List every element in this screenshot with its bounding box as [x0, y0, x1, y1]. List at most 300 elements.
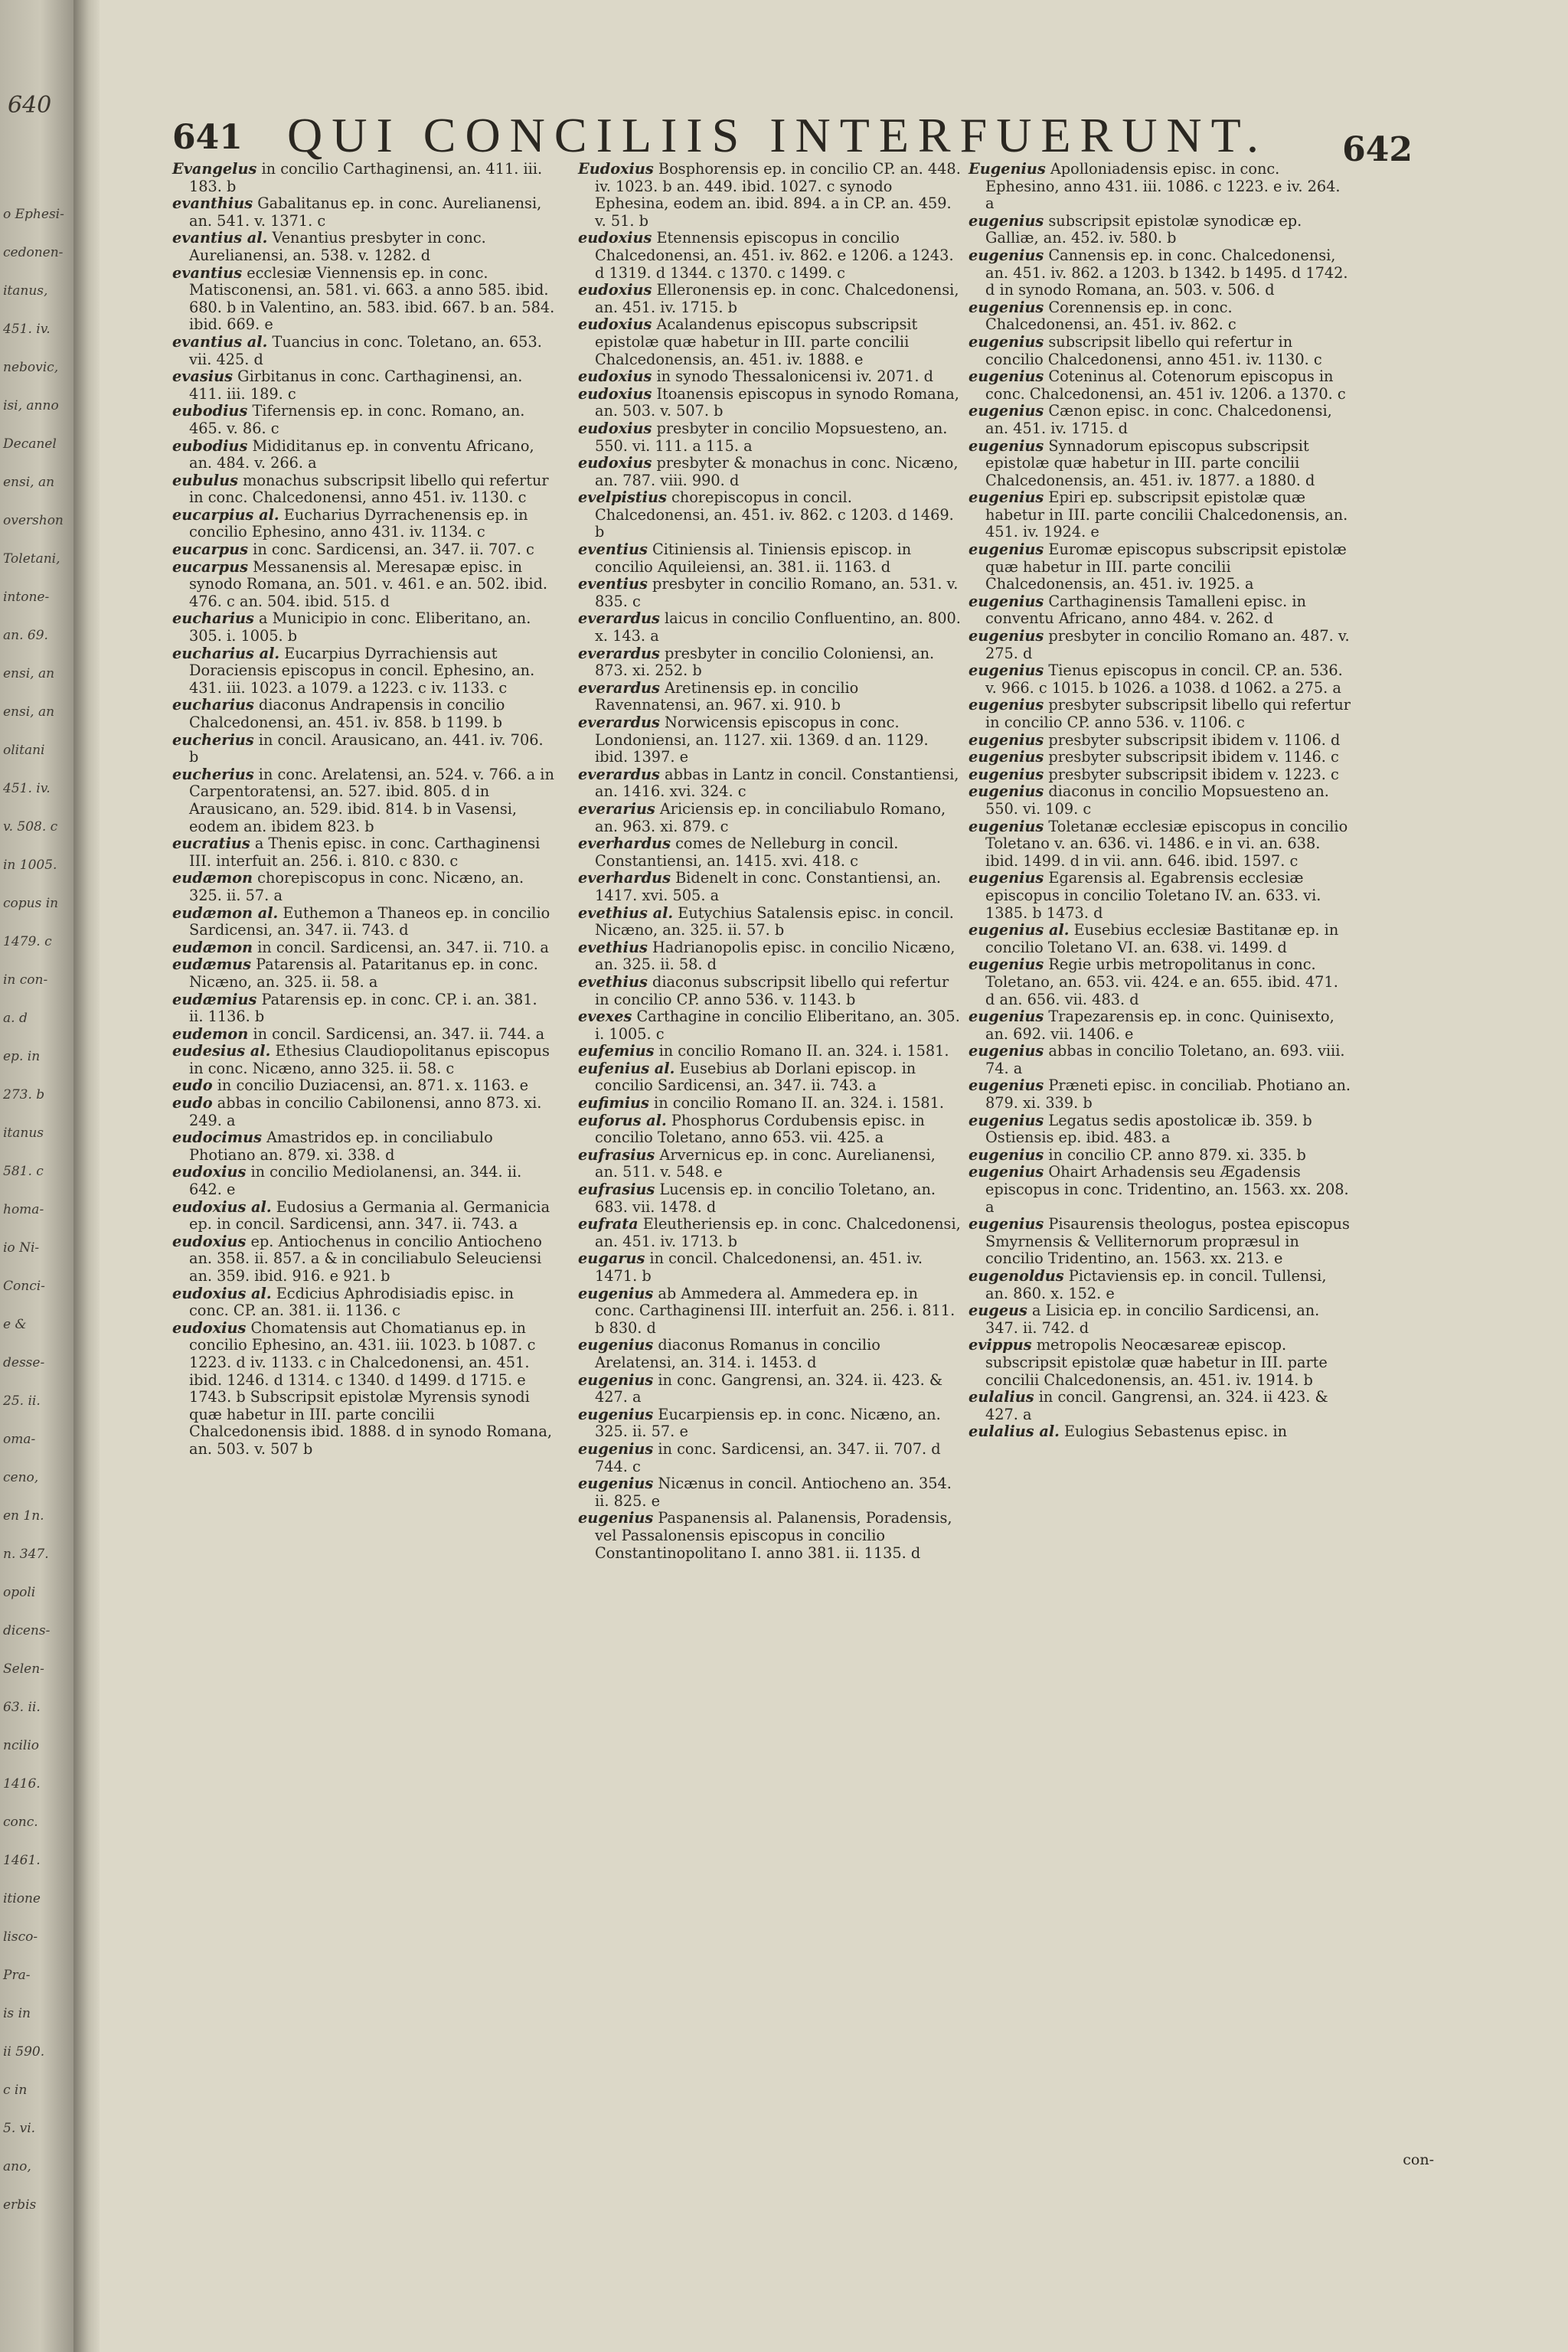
- entry-headword: eugenius: [969, 1008, 1044, 1026]
- entry-headword: eufimius: [578, 1094, 649, 1112]
- entry-headword: eugenius: [969, 332, 1044, 351]
- entry-headword: eulalius al.: [969, 1423, 1060, 1441]
- facing-page-fragment: ncilio: [3, 1738, 40, 1753]
- index-entry: [578, 680, 961, 714]
- index-entry: [172, 1043, 555, 1077]
- entry-headword: evethius al.: [578, 903, 674, 922]
- index-entry: [172, 1077, 555, 1095]
- entry-reference: Euromæ episcopus subscripsit epistolæ quæ habetur in III. parte concilii Chalcedonensis, an. 451. iv. 1925. a: [985, 541, 1347, 593]
- index-entry: [578, 230, 961, 282]
- facing-page-fragment: 451. iv.: [3, 781, 51, 796]
- entry-reference: Arvernicus ep. in conc. Aurelianensi, an. 511. v. 548. e: [595, 1145, 936, 1181]
- entry-headword: eufrata: [578, 1215, 639, 1233]
- index-entry: [172, 835, 555, 870]
- entry-reference: in concilio CP. anno 879. xi. 335. b: [1044, 1145, 1306, 1164]
- index-entry: [578, 1250, 961, 1285]
- entry-reference: monachus subscripsit libello qui refertur in conc. Chalcedonensi, anno 451. iv. 1130. c: [189, 471, 549, 507]
- facing-page-fragment: oma-: [3, 1432, 36, 1447]
- entry-reference: presbyter in concilio Romano an. 487. v. 275. d: [985, 627, 1350, 662]
- index-entry: [969, 662, 1351, 697]
- entry-headword: eubodius: [172, 402, 248, 420]
- entry-headword: evantius al.: [172, 229, 268, 247]
- entry-reference: in conc. Sardicensi, an. 347. ii. 707. c: [248, 541, 534, 559]
- entry-headword: eufemius: [578, 1042, 655, 1060]
- facing-page-fragment: is in: [3, 2006, 31, 2021]
- entry-headword: eucarpus: [172, 557, 249, 576]
- entry-headword: eugenius: [969, 592, 1044, 610]
- entry-headword: eudoxius al.: [172, 1284, 272, 1302]
- entry-headword: evanthius: [172, 194, 253, 213]
- index-entry: [969, 1043, 1351, 1077]
- entry-headword: eugenius: [969, 1076, 1044, 1095]
- entry-reference: Acalandenus episcopus subscripsit epistolæ quæ habetur in III. parte concilii Chalcedonensis, an. 451. iv. 1888. e: [595, 315, 918, 368]
- entry-headword: eulalius: [969, 1388, 1034, 1406]
- index-entry: [172, 1285, 555, 1320]
- index-entry: [578, 1147, 961, 1181]
- index-entry: [969, 1268, 1351, 1302]
- index-entry: [578, 1043, 961, 1060]
- index-entry: [172, 265, 555, 334]
- index-entry: [969, 299, 1351, 334]
- entry-headword: evantius al.: [172, 332, 268, 351]
- entry-headword: euforus al.: [578, 1111, 667, 1129]
- index-column-2: [578, 161, 961, 1562]
- entry-headword: everardus: [578, 765, 660, 783]
- entry-reference: subscripsit epistolæ synodicæ ep. Galliæ, an. 452. iv. 580. b: [985, 211, 1302, 247]
- index-entry: [172, 645, 555, 697]
- index-entry: [969, 870, 1351, 922]
- facing-page-fragment: overshon: [3, 513, 64, 528]
- facing-page-fragment: isi, anno: [3, 398, 59, 413]
- index-entry: [969, 922, 1351, 956]
- entry-headword: eugenius: [969, 1163, 1044, 1181]
- facing-page-fragment: 581. c: [3, 1164, 44, 1179]
- entry-headword: eugenius al.: [969, 921, 1070, 939]
- entry-headword: eudæmius: [172, 990, 257, 1008]
- index-entry: [172, 334, 555, 368]
- entry-reference: a Lisicia ep. in concilio Sardicensi, an. 347. ii. 742. d: [985, 1302, 1320, 1337]
- book-page: [100, 0, 1568, 2352]
- entry-reference: Girbitanus in conc. Carthaginensi, an. 411. iii. 189. c: [189, 368, 523, 403]
- entry-reference: in synodo Thessalonicensi iv. 2071. d: [652, 368, 933, 386]
- index-entry: [969, 956, 1351, 1008]
- index-entry: [578, 576, 961, 610]
- index-entry: [172, 939, 555, 957]
- index-entry: [969, 1077, 1351, 1112]
- index-entry: [969, 783, 1351, 818]
- facing-page-fragment: desse-: [3, 1355, 45, 1370]
- facing-page-fragment: 451. iv.: [3, 322, 51, 337]
- facing-page-fragment: Conci-: [3, 1279, 45, 1294]
- entry-reference: Pictaviensis ep. in concil. Tullensi, an. 860. x. 152. e: [985, 1267, 1327, 1302]
- facing-page-fragment: ceno,: [3, 1470, 39, 1485]
- index-entry: [578, 1112, 961, 1147]
- entry-reference: ab Ammedera al. Ammedera ep. in conc. Carthaginensi III. interfuit an. 256. i. 811. b 830. d: [595, 1284, 956, 1337]
- entry-headword: eucarpus: [172, 541, 249, 559]
- entry-headword: eventius: [578, 541, 648, 559]
- entry-headword: eudemon: [172, 1024, 249, 1043]
- index-entry: [969, 161, 1351, 213]
- entry-headword: eugenius: [969, 298, 1044, 316]
- entry-reference: in concilio Duziacensi, an. 871. x. 1163. e: [212, 1076, 529, 1095]
- index-entry: [969, 1112, 1351, 1147]
- index-entry: [578, 1285, 961, 1338]
- index-entry: [969, 1216, 1351, 1268]
- entry-reference: abbas in concilio Toletano, an. 693. viii. 74. a: [985, 1042, 1345, 1077]
- entry-reference: Hadrianopolis episc. in concilio Nicæno, an. 325. ii. 58. d: [595, 938, 956, 974]
- entry-reference: in concilio Romano II. an. 324. i. 1581.: [648, 1094, 945, 1112]
- entry-reference: Itoanensis episcopus in synodo Romana, an. 503. v. 507. b: [595, 384, 959, 420]
- index-entry: [578, 161, 961, 230]
- entry-headword: eudoxius: [578, 368, 652, 386]
- index-entry: [969, 438, 1351, 490]
- entry-headword: eugenius: [578, 1336, 654, 1354]
- entry-headword: eugenius: [969, 730, 1044, 749]
- index-entry: [969, 628, 1351, 662]
- facing-page-fragment: en 1n.: [3, 1508, 44, 1524]
- facing-page-fragment: io Ni-: [3, 1240, 40, 1256]
- facing-page-fragment: opoli: [3, 1585, 36, 1600]
- entry-reference: Coteninus al. Cotenorum episcopus in conc. Chalcedonensi, an. 451 iv. 1206. a 1370. c: [985, 368, 1346, 403]
- entry-reference: Ecdicius Aphrodisiadis episc. in conc. CP. an. 381. ii. 1136. c: [189, 1284, 514, 1320]
- entry-reference: comes de Nelleburg in concil. Constantiensi, an. 1415. xvi. 418. c: [595, 835, 899, 870]
- index-entry: [969, 247, 1351, 299]
- entry-reference: in conc. Gangrensi, an. 324. ii. 423. & 427. a: [595, 1370, 943, 1406]
- entry-reference: in concil. Chalcedonensi, an. 451. iv. 1471. b: [595, 1250, 923, 1285]
- index-entry: [172, 956, 555, 991]
- entry-headword: eugenius: [969, 782, 1044, 801]
- entry-headword: eudoxius: [578, 229, 652, 247]
- index-entry: [578, 801, 961, 835]
- facing-page-fragment: n. 347.: [3, 1547, 49, 1562]
- index-entry: [172, 1095, 555, 1129]
- index-entry: [969, 213, 1351, 247]
- index-entry: [578, 1372, 961, 1406]
- facing-page-fragment: 63. ii.: [3, 1700, 41, 1715]
- entry-headword: eudoxius: [578, 315, 652, 334]
- facing-page-fragment: conc.: [3, 1815, 38, 1830]
- entry-reference: Patarensis al. Pataritanus ep. in conc. Nicæno, an. 325. ii. 58. a: [189, 956, 538, 991]
- facing-page-fragment: 1461.: [3, 1853, 41, 1868]
- facing-page-fragment: 1416.: [3, 1776, 41, 1792]
- entry-headword: eudoxius: [172, 1318, 247, 1337]
- facing-page-fragment: c in: [3, 2082, 28, 2098]
- entry-reference: chorepiscopus in conc. Nicæno, an. 325. ii. 57. a: [189, 869, 524, 904]
- index-entry: [578, 870, 961, 904]
- entry-reference: Amastridos ep. in conciliabulo Photiano an. 879. xi. 338. d: [189, 1129, 493, 1164]
- entry-headword: everardus: [578, 644, 660, 662]
- entry-headword: eugenius: [578, 1284, 654, 1302]
- index-entry: [172, 1129, 555, 1164]
- facing-page-fragment: ensi, an: [3, 704, 55, 720]
- entry-headword: everardus: [578, 714, 660, 731]
- entry-reference: Elleronensis ep. in conc. Chalcedonensi, an. 451. iv. 1715. b: [595, 281, 959, 316]
- entry-reference: Messanensis al. Meresapæ episc. in synodo Romana, an. 501. v. 461. e an. 502. ibid. 476. c an. 504. ibid. 515. d: [189, 557, 548, 610]
- index-entry: [578, 835, 961, 870]
- entry-reference: Etennensis episcopus in concilio Chalcedonensi, an. 451. iv. 862. e 1206. a 1243. d 1319. d 1344. c 1370. c 1499. c: [595, 229, 954, 282]
- entry-reference: in concil. Sardicensi, an. 347. ii. 710. a: [253, 938, 549, 956]
- entry-reference: ecclesiæ Viennensis ep. in conc. Matisconensi, an. 581. vi. 663. a anno 585. ibid. 680. b in Valentino, an. 583. ibid. 667. b an. 584. ibid. 669. e: [189, 263, 555, 334]
- entry-reference: diaconus Romanus in concilio Arelatensi, an. 314. i. 1453. d: [595, 1336, 880, 1371]
- entry-reference: Ohairt Arhadensis seu Ægadensis episcopus in conc. Tridentino, an. 1563. xx. 208. a: [985, 1163, 1349, 1216]
- index-entry: [172, 559, 555, 611]
- entry-reference: Eutychius Satalensis episc. in concil. Nicæno, an. 325. ii. 57. b: [595, 903, 954, 939]
- entry-reference: metropolis Neocæsareæ episcop. subscripsit epistolæ quæ habetur in III. parte concilii Chalcedonensis, an. 451. iv. 1914. b: [985, 1336, 1328, 1389]
- index-entry: [172, 766, 555, 835]
- entry-headword: eugenius: [578, 1475, 654, 1493]
- entry-reference: Venantius presbyter in conc. Aurelianensi, an. 538. v. 1282. d: [189, 229, 486, 264]
- index-entry: [578, 714, 961, 766]
- facing-page-fragment: Pra-: [3, 1968, 31, 1983]
- entry-headword: eucherius: [172, 765, 254, 783]
- entry-reference: Epiri ep. subscripsit epistolæ quæ habetur in III. parte concilii Chalcedonensis, an. 451. iv. 1924. e: [985, 488, 1348, 541]
- index-entry: [969, 1389, 1351, 1423]
- entry-reference: subscripsit libello qui refertur in concilio Chalcedonensi, anno 451. iv. 1130. c: [985, 332, 1322, 368]
- entry-reference: in concil. Sardicensi, an. 347. ii. 744. a: [248, 1024, 545, 1043]
- entry-reference: Egarensis al. Egabrensis ecclesiæ episcopus in concilio Toletano IV. an. 633. vi. 1385. b 1473. d: [985, 869, 1321, 922]
- index-entry: [172, 610, 555, 645]
- index-entry: [578, 368, 961, 386]
- entry-headword: everardus: [578, 609, 660, 628]
- facing-page-margin: [0, 0, 74, 2352]
- entry-headword: eudoxius: [578, 419, 652, 437]
- facing-page-fragment: cedonen-: [3, 245, 64, 260]
- entry-reference: Nicænus in concil. Antiocheno an. 354. ii. 825. e: [595, 1475, 952, 1510]
- entry-reference: Citiniensis al. Tiniensis episcop. in concilio Aquileiensi, an. 381. ii. 1163. d: [595, 541, 912, 576]
- entry-reference: diaconus Andrapensis in concilio Chalcedonensi, an. 451. iv. 858. b 1199. b: [189, 696, 505, 731]
- index-entry: [969, 334, 1351, 368]
- entry-headword: eudocimus: [172, 1129, 262, 1147]
- entry-headword: eugenius: [969, 627, 1044, 645]
- entry-reference: Ariciensis ep. in conciliabulo Romano, an. 963. xi. 879. c: [595, 799, 946, 835]
- index-entry: [172, 438, 555, 472]
- entry-reference: Pisaurensis theologus, postea episcopus Smyrnensis & Velliternorum propræsul in concilio Tridentino, an. 1563. xx. 213. e: [985, 1215, 1350, 1268]
- entry-headword: eugenoldus: [969, 1267, 1064, 1285]
- facing-page-fragment: itione: [3, 1891, 41, 1906]
- entry-headword: eubulus: [172, 471, 238, 489]
- index-entry: [172, 507, 555, 541]
- book-gutter: [74, 0, 100, 2352]
- index-entry: [578, 282, 961, 316]
- facing-page-fragment: itanus,: [3, 283, 48, 299]
- entry-headword: eudæmus: [172, 956, 252, 974]
- index-entry: [969, 541, 1351, 593]
- entry-headword: evexes: [578, 1008, 632, 1026]
- entry-reference: diaconus subscripsit libello qui refertur in concilio CP. anno 536. v. 1143. b: [595, 972, 949, 1008]
- index-entry: [578, 1095, 961, 1112]
- entry-headword: eudoxius al.: [172, 1197, 272, 1216]
- index-entry: [578, 766, 961, 801]
- facing-page-fragment: ensi, an: [3, 666, 55, 681]
- index-entry: [969, 732, 1351, 750]
- entry-reference: Tuancius in conc. Toletano, an. 653. vii. 425. d: [189, 332, 542, 368]
- index-entry: [172, 161, 555, 195]
- index-entry: [578, 974, 961, 1008]
- index-entry: [578, 939, 961, 974]
- entry-headword: eugenius: [969, 817, 1044, 835]
- entry-headword: evethius: [578, 938, 648, 956]
- entry-headword: eugenius: [969, 402, 1044, 420]
- entry-reference: Cænon episc. in conc. Chalcedonensi, an. 451. iv. 1715. d: [985, 402, 1332, 437]
- index-entry: [578, 316, 961, 368]
- entry-reference: Paspanensis al. Palanensis, Poradensis, vel Passalonensis episcopus in concilio Constantinopolitano I. anno 381. ii. 1135. d: [595, 1509, 952, 1562]
- facing-page-fragment: ii 590.: [3, 2044, 45, 2060]
- entry-headword: eugenius: [969, 1111, 1044, 1129]
- entry-reference: Chomatensis aut Chomatianus ep. in concilio Ephesino, an. 431. iii. 1023. b 1087. c 1223. d iv. 1133. c in Chalcedonensi, an. 451. ibid. 1246. d 1314. c 1340. d 1499. d 1715. e 1743. b Subscripsit epistolæ Myrensis synodi quæ habetur in III. parte concilii Chalcedonensis ibid. 1888. d in synodo Romana, an. 503. v. 507 b: [189, 1318, 552, 1458]
- facing-page-fragment: nebovic,: [3, 360, 59, 375]
- index-entry: [969, 1423, 1351, 1441]
- entry-reference: presbyter in concilio Coloniensi, an. 873. xi. 252. b: [595, 644, 935, 680]
- facing-page-fragment: in 1005.: [3, 858, 57, 873]
- entry-headword: eudæmon: [172, 938, 253, 956]
- entry-reference: Eudosius a Germania al. Germanicia ep. in concil. Sardicensi, ann. 347. ii. 743. a: [189, 1197, 550, 1233]
- entry-reference: Toletanæ ecclesiæ episcopus in concilio Toletano v. an. 636. vi. 1486. e in vi. an. 638. ibid. 1499. d in vii. ann. 646. ibid. 1597. c: [985, 817, 1348, 870]
- index-entry: [172, 697, 555, 731]
- entry-reference: Eucharius Dyrrachenensis ep. in concilio Ephesino, anno 431. iv. 1134. c: [189, 505, 528, 541]
- facing-page-fragment: ano,: [3, 2159, 31, 2174]
- index-column-1: [172, 161, 555, 1459]
- entry-headword: eugenius: [969, 696, 1044, 714]
- entry-reference: Patarensis ep. in conc. CP. i. an. 381. ii. 1136. b: [189, 990, 537, 1026]
- facing-page-fragment: erbis: [3, 2197, 37, 2213]
- entry-reference: presbyter in concilio Romano, an. 531. v. 835. c: [595, 575, 959, 610]
- index-entry: [172, 1320, 555, 1459]
- entry-headword: eugarus: [578, 1250, 645, 1268]
- entry-headword: eucharius: [172, 609, 254, 628]
- facing-page-fragment: lisco-: [3, 1929, 38, 1945]
- entry-reference: Phosphorus Cordubensis episc. in concilio Toletano, anno 653. vii. 425. a: [595, 1111, 925, 1147]
- facing-page-fragment: itanus: [3, 1125, 44, 1141]
- entry-reference: presbyter subscripsit ibidem v. 1223. c: [1044, 765, 1339, 783]
- entry-headword: eugenius: [969, 1145, 1044, 1164]
- entry-reference: abbas in concilio Cabilonensi, anno 873. xi. 249. a: [189, 1094, 542, 1129]
- entry-reference: in concil. Arausicano, an. 441. iv. 706. b: [189, 730, 544, 766]
- entry-headword: everardus: [578, 678, 660, 697]
- entry-reference: presbyter in concilio Mopsuesteno, an. 550. vi. 111. a 115. a: [595, 419, 948, 455]
- entry-reference: abbas in Lantz in concil. Constantiensi, an. 1416. xvi. 324. c: [595, 765, 959, 801]
- entry-headword: eudo: [172, 1094, 213, 1112]
- entry-reference: a Thenis episc. in conc. Carthaginensi III. interfuit an. 256. i. 810. c 830. c: [189, 835, 541, 870]
- entry-headword: eugenius: [969, 956, 1044, 974]
- index-entry: [172, 1233, 555, 1285]
- entry-reference: Synnadorum episcopus subscripsit epistolæ quæ habetur in III. parte concilii Chalcedonensis, an. 451. iv. 1877. a 1880. d: [985, 436, 1315, 489]
- facing-page-fragment: e &: [3, 1317, 27, 1332]
- entry-reference: Bidenelt in conc. Constantiensi, an. 1417. xvi. 505. a: [595, 869, 942, 904]
- facing-page-fragment: intone-: [3, 590, 50, 605]
- facing-page-number: 640: [8, 92, 52, 119]
- entry-reference: Eucarpius Dyrrachiensis aut Doraciensis episcopus in concil. Ephesino, an. 431. iii. 1023. a 1079. a 1223. c iv. 1133. c: [189, 644, 535, 697]
- facing-page-fragment: 5. vi.: [3, 2121, 36, 2136]
- entry-headword: eufrasius: [578, 1145, 655, 1164]
- entry-headword: everhardus: [578, 835, 671, 853]
- entry-reference: in concilio Romano II. an. 324. i. 1581.: [654, 1042, 949, 1060]
- facing-page-fragment: Selen-: [3, 1661, 44, 1677]
- index-entry: [172, 368, 555, 403]
- entry-headword: eucarpius al.: [172, 505, 279, 524]
- index-entry: [172, 1164, 555, 1198]
- index-entry: [969, 403, 1351, 437]
- index-entry: [578, 1406, 961, 1441]
- entry-headword: Evangelus: [172, 160, 257, 178]
- index-entry: [578, 541, 961, 576]
- facing-page-fragment: an. 69.: [3, 628, 48, 643]
- facing-page-fragment: v. 508. c: [3, 819, 58, 835]
- entry-headword: eudoxius: [578, 454, 652, 472]
- index-entry: [578, 455, 961, 489]
- index-entry: [578, 1216, 961, 1250]
- facing-page-fragment: a. d: [3, 1011, 28, 1026]
- entry-reference: Gabalitanus ep. in conc. Aurelianensi, an. 541. v. 1371. c: [189, 194, 542, 230]
- facing-page-fragment: Toletani,: [3, 551, 60, 567]
- entry-reference: presbyter subscripsit libello qui refertur in concilio CP. anno 536. v. 1106. c: [985, 696, 1351, 731]
- facing-page-fragment: Decanel: [3, 436, 57, 452]
- entry-reference: Præneti episc. in conciliab. Photiano an. 879. xi. 339. b: [985, 1076, 1351, 1112]
- entry-headword: everarius: [578, 799, 655, 818]
- entry-headword: eucherius: [172, 730, 254, 749]
- page-number-right: 642: [1342, 130, 1413, 169]
- index-entry: [172, 905, 555, 939]
- entry-headword: eudoxius: [578, 281, 652, 299]
- index-entry: [969, 1008, 1351, 1043]
- entry-reference: Legatus sedis apostolicæ ib. 359. b Ostiensis ep. ibid. 483. a: [985, 1111, 1312, 1147]
- entry-reference: laicus in concilio Confluentino, an. 800. x. 143. a: [595, 609, 961, 645]
- entry-headword: eudesius al.: [172, 1042, 271, 1060]
- entry-headword: evasius: [172, 368, 234, 386]
- entry-reference: Carthagine in concilio Eliberitano, an. 305. i. 1005. c: [595, 1008, 960, 1043]
- index-entry: [969, 766, 1351, 784]
- entry-headword: Eugenius: [969, 160, 1046, 178]
- index-column-3: [969, 161, 1351, 1441]
- entry-headword: eudoxius: [172, 1232, 247, 1250]
- entry-headword: eucharius: [172, 696, 254, 714]
- entry-headword: eugenius: [969, 748, 1044, 766]
- index-entry: [172, 195, 555, 230]
- entry-reference: Eusebius ab Dorlani episcop. in concilio Sardicensi, an. 347. ii. 743. a: [595, 1059, 916, 1095]
- entry-headword: eucratius: [172, 835, 250, 853]
- entry-headword: eudo: [172, 1076, 213, 1095]
- index-entry: [578, 1475, 961, 1510]
- entry-headword: eugenius: [969, 436, 1044, 455]
- facing-page-fragment: olitani: [3, 743, 45, 758]
- entry-reference: Eleutheriensis ep. in conc. Chalcedonensi, an. 451. iv. 1713. b: [595, 1215, 961, 1250]
- index-entry: [172, 1026, 555, 1044]
- index-entry: [578, 905, 961, 939]
- entry-reference: Tifernensis ep. in conc. Romano, an. 465. v. 86. c: [189, 402, 525, 437]
- index-entry: [969, 749, 1351, 766]
- index-entry: [172, 870, 555, 904]
- facing-page-fragment: ep. in: [3, 1049, 41, 1064]
- entry-reference: Bosphorensis ep. in concilio CP. an. 448. iv. 1023. b an. 449. ibid. 1027. c synodo Ephesina, eodem an. ibid. 894. a in CP. an. 459. v. 51. b: [595, 160, 961, 230]
- entry-reference: presbyter subscripsit ibidem v. 1146. c: [1044, 748, 1339, 766]
- entry-headword: eudæmon: [172, 869, 253, 887]
- facing-page-fragment: o Ephesi-: [3, 207, 64, 222]
- running-title: QUI CONCILIIS INTERFUERUNT.: [287, 108, 1268, 162]
- index-entry: [969, 1164, 1351, 1216]
- entry-reference: Eucarpiensis ep. in conc. Nicæno, an. 325. ii. 57. e: [595, 1405, 941, 1441]
- facing-page-fragment: in con-: [3, 972, 48, 988]
- index-entry: [578, 1060, 961, 1095]
- entry-reference: Apolloniadensis episc. in conc. Ephesino, anno 431. iii. 1086. c 1223. e iv. 264. a: [985, 160, 1341, 213]
- index-entry: [969, 1302, 1351, 1337]
- index-entry: [578, 1337, 961, 1371]
- index-entry: [172, 732, 555, 766]
- entry-headword: eugenius: [969, 662, 1044, 680]
- entry-reference: Regie urbis metropolitanus in conc. Toletano, an. 653. vii. 424. e an. 655. ibid. 471. d an. 656. vii. 483. d: [985, 956, 1338, 1008]
- entry-headword: eugenius: [969, 211, 1044, 230]
- index-entry: [578, 386, 961, 420]
- index-entry: [578, 420, 961, 455]
- entry-reference: Mididitanus ep. in conventu Africano, an. 484. v. 266. a: [189, 436, 534, 472]
